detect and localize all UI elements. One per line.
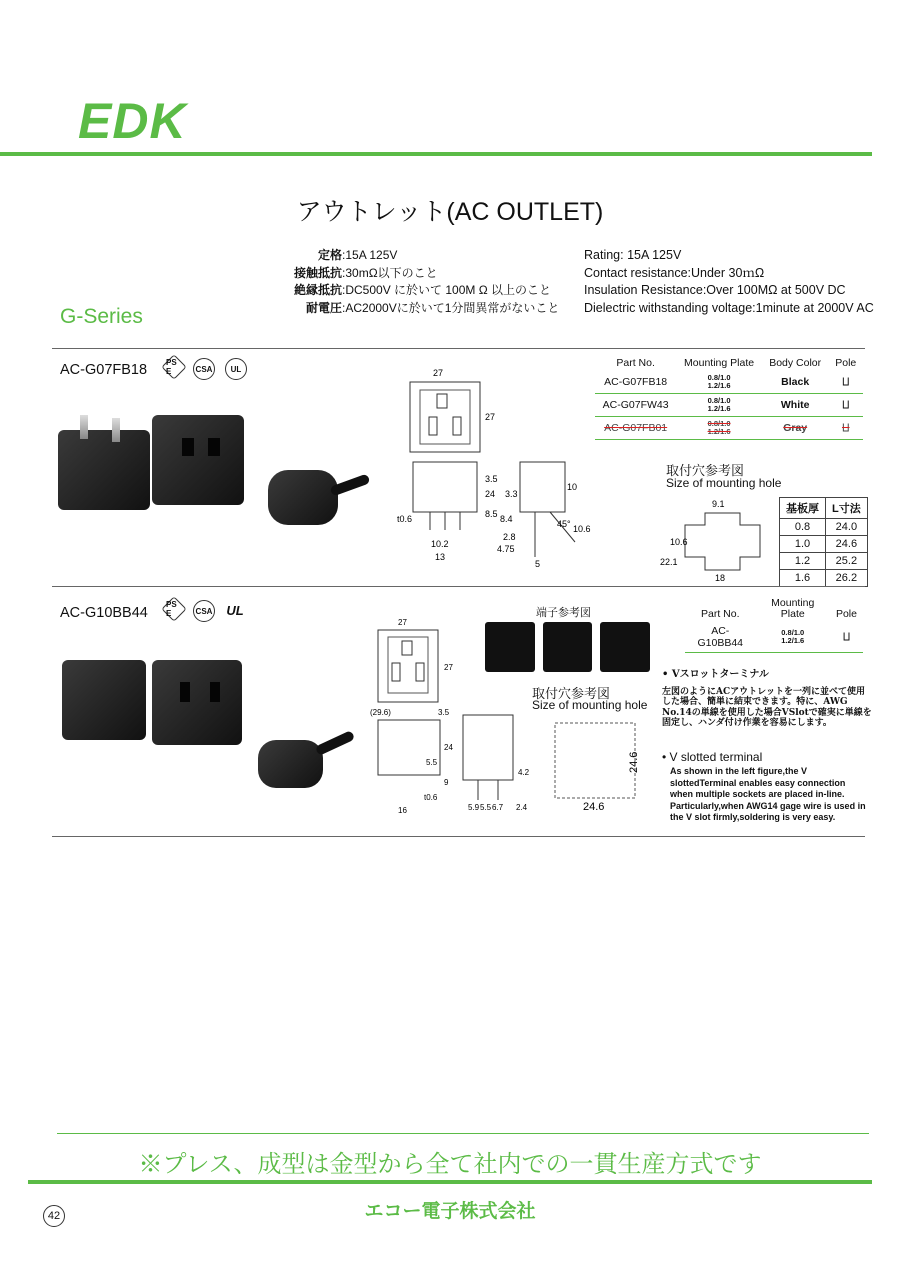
spec-key: 定格 (317, 248, 342, 262)
ul-mark-icon: UL (225, 358, 247, 380)
vslot-jp-text: 左図のようにACアウトレットを一列に並べて使用した場合、簡単に結束できます。特に、AWG No.14の単線を使用した場合VSlotで確実に単線を固定し、ハンダ付け作業を容易にします。 (662, 686, 872, 728)
hole-title-jp: 取付穴参考図 (666, 464, 745, 479)
table-row: AC-G07FB18 0.8/1.0 1.2/1.6 Black ⨿ (595, 371, 863, 394)
svg-text:5.5: 5.5 (426, 758, 438, 767)
csa-mark-icon: CSA (193, 358, 215, 380)
part-number: AC-G07FB01 (595, 417, 676, 440)
table-row: 1.0 24.6 (780, 536, 868, 553)
product-photo-back (62, 660, 146, 740)
hole-title-jp: 取付穴参考図 (532, 687, 611, 702)
vslot-jp-block: • Vスロットターミナル 左図のようにACアウトレットを一列に並べて使用した場合、簡単に結束できます。特に、AWG No.14の単線を使用した場合VSlotで確実に単線を固定し、ハンダ付け作業を容易にします。 (662, 669, 872, 728)
svg-text:6.7: 6.7 (492, 803, 504, 812)
plug-cord (329, 473, 370, 496)
company-name: エコー電子株式会社 (364, 1201, 536, 1222)
col-header: 基板厚 (780, 498, 826, 519)
specs-en (584, 247, 874, 317)
table-row: 1.2 25.2 (780, 553, 868, 570)
pole-icon: ⨿ (829, 417, 863, 440)
spec-value: 15A 125V (345, 248, 398, 262)
part-number: AC-G07FB18 (595, 371, 676, 394)
pole-icon: ⨿ (829, 371, 863, 394)
series-label: G-Series (60, 305, 143, 328)
page-title: アウトレット(AC OUTLET) (296, 198, 604, 226)
col-header: Part No. (616, 357, 655, 369)
svg-text:22.1: 22.1 (660, 557, 678, 567)
hole-title-en: Size of mounting hole (532, 698, 648, 712)
dim-label: 4.75 (497, 544, 515, 554)
terminal-photo (543, 622, 593, 672)
plug-cord (315, 730, 355, 756)
svg-text:16: 16 (398, 806, 407, 815)
table-row: AC-G07FB01 0.8/1.0 1.2/1.6 Gray ⨿ (595, 417, 863, 440)
dim-label: 13 (435, 552, 446, 562)
page-number: 42 (43, 1205, 65, 1227)
dim-label: 45° (557, 519, 571, 529)
svg-text:10.6: 10.6 (670, 537, 688, 547)
terminal-tab (80, 415, 88, 439)
spec-value: 30mΩ以下のこと (345, 265, 438, 280)
svg-text:27: 27 (398, 618, 407, 627)
csa-mark-icon: CSA (193, 600, 215, 622)
part-number: AC-G07FW43 (595, 394, 676, 417)
outlet-slot (208, 438, 220, 456)
mounting-hole-drawing (660, 495, 780, 585)
dim-label: 10 (567, 482, 578, 492)
spec-en-line: Contact resistance:Under 30ｍΩ (584, 265, 765, 280)
specs-jp: 定格 : 15A 125V 接触抵抗 : 30mΩ以下のこと 絶縁抵抗 : DC500V に於いて 100M Ω 以上のこと 耐電圧 : AC2000Vに於いて1分間異常がないこと (230, 247, 560, 317)
outlet-slot (180, 682, 190, 702)
dim-label: t0.6 (397, 514, 413, 524)
table-row: AC-G10BB44 0.8/1.0 1.2/1.6 ⨿ (685, 622, 863, 653)
spec-key: 耐電圧 (305, 300, 342, 315)
mounting-hole-drawing (545, 715, 655, 815)
product-photo-front (152, 415, 244, 505)
col-header: Mounting Plate (771, 597, 815, 620)
vslot-en-text: As shown in the left figure,the V slottedTerminal enables easy connection when multiple sockets are placed in-line. (670, 766, 846, 799)
dim-label: 10.2 (431, 539, 449, 549)
spec-value: AC2000Vに於いて1分間異常がないこと (345, 300, 560, 315)
footer-divider (57, 1133, 869, 1134)
cert-marks (165, 358, 247, 380)
product-photo-front (152, 660, 242, 745)
svg-text:2.4: 2.4 (516, 803, 528, 812)
col-header: Mounting Plate (684, 357, 755, 369)
spec-value: DC500V に於いて 100M Ω 以上のこと (345, 283, 552, 297)
dim-label: 8.5 (485, 509, 498, 519)
pse-mark-icon: PS E (161, 354, 186, 379)
footer-note: ※プレス、成型は金型から全て社内での一貫生産方式です (138, 1150, 762, 1178)
dim-label: 24 (485, 489, 496, 499)
svg-text:9.1: 9.1 (712, 499, 725, 509)
svg-text:4.2: 4.2 (518, 768, 530, 777)
terminal-title: 端子参考図 (536, 606, 591, 619)
plug-photo (268, 470, 338, 525)
spec-en-line: Rating: 15A 125V (584, 248, 682, 262)
terminal-drawing (485, 622, 650, 672)
outlet-slot (182, 438, 194, 456)
svg-text:3.5: 3.5 (438, 708, 450, 717)
plug-photo (258, 740, 323, 788)
pse-mark-icon: PS E (161, 596, 186, 621)
spec-en-line: Dielectric withstanding voltage:1minute at 2000V AC (584, 300, 874, 315)
dim-label: 2.8 (503, 532, 516, 542)
hole-title-en: Size of mounting hole (666, 476, 782, 490)
spec-key: 絶縁抵抗 (293, 283, 342, 297)
svg-text:27: 27 (444, 663, 453, 672)
svg-text:(29.6): (29.6) (370, 708, 391, 717)
section-divider (52, 348, 865, 349)
col-header: Pole (835, 608, 857, 620)
dimension-drawing (395, 362, 595, 572)
body-color: Black (762, 371, 829, 394)
section-divider (52, 586, 865, 587)
cert-marks (165, 600, 245, 622)
spec-key: 接触抵抗 (293, 265, 342, 280)
table-row: 1.6 26.2 (780, 570, 868, 587)
terminal-tab (112, 418, 120, 442)
pole-icon: ⨿ (830, 622, 863, 653)
col-header: L寸法 (826, 498, 868, 519)
dim-label: 27 (433, 368, 444, 378)
col-header: Pole (835, 357, 857, 369)
svg-text:24: 24 (444, 743, 453, 752)
col-header: Part No. (701, 608, 740, 620)
body-color: White (762, 394, 829, 417)
footer-line (28, 1180, 872, 1184)
dim-label: 5 (535, 559, 541, 569)
model-name: AC-G07FB18 (60, 362, 148, 378)
pole-icon: ⨿ (829, 394, 863, 417)
ur-mark-icon: UL (226, 602, 244, 618)
svg-text:24.6: 24.6 (583, 801, 605, 813)
vslot-en-block: • V slotted terminal As shown in the left figure,the V slottedTerminal enables easy connection when multiple sockets are placed in-line. Particularly,when AWG14 gage wire is used in the V slot firmly,soldering is very easy. (662, 750, 866, 822)
svg-text:5.5: 5.5 (480, 803, 492, 812)
dim-label: 27 (485, 412, 496, 422)
svg-text:t0.6: t0.6 (424, 793, 438, 802)
mount-table (779, 497, 868, 587)
svg-text:24.6: 24.6 (628, 751, 640, 773)
section-divider (52, 836, 865, 837)
terminal-photo (485, 622, 535, 672)
table-row: 0.8 24.0 (780, 519, 868, 536)
dim-label: 8.4 (500, 514, 513, 524)
svg-text:5.9: 5.9 (468, 803, 480, 812)
brand-logo: EDK (78, 93, 187, 149)
dim-label: 10.6 (573, 524, 591, 534)
part-table (595, 356, 863, 440)
part-number: AC-G10BB44 (685, 622, 756, 653)
spec-en-line: Insulation Resistance:Over 100MΩ at 500V DC (584, 283, 846, 297)
part-table (685, 596, 863, 653)
vslot-en-text: Particularly,when AWG14 gage wire is used in the V slot firmly,soldering is very easy. (670, 800, 866, 822)
table-row: AC-G07FW43 0.8/1.0 1.2/1.6 White ⨿ (595, 394, 863, 417)
outlet-slot (210, 682, 220, 702)
dim-label: 3.5 (485, 474, 498, 484)
model-name: AC-G10BB44 (60, 605, 148, 621)
product-photo-back (58, 430, 150, 510)
dim-label: 3.3 (505, 489, 518, 499)
terminal-photo (600, 622, 650, 672)
header-divider (0, 152, 872, 156)
svg-text:18: 18 (715, 573, 726, 583)
col-header: Body Color (769, 357, 822, 369)
svg-text:9: 9 (444, 778, 449, 787)
body-color: Gray (762, 417, 829, 440)
